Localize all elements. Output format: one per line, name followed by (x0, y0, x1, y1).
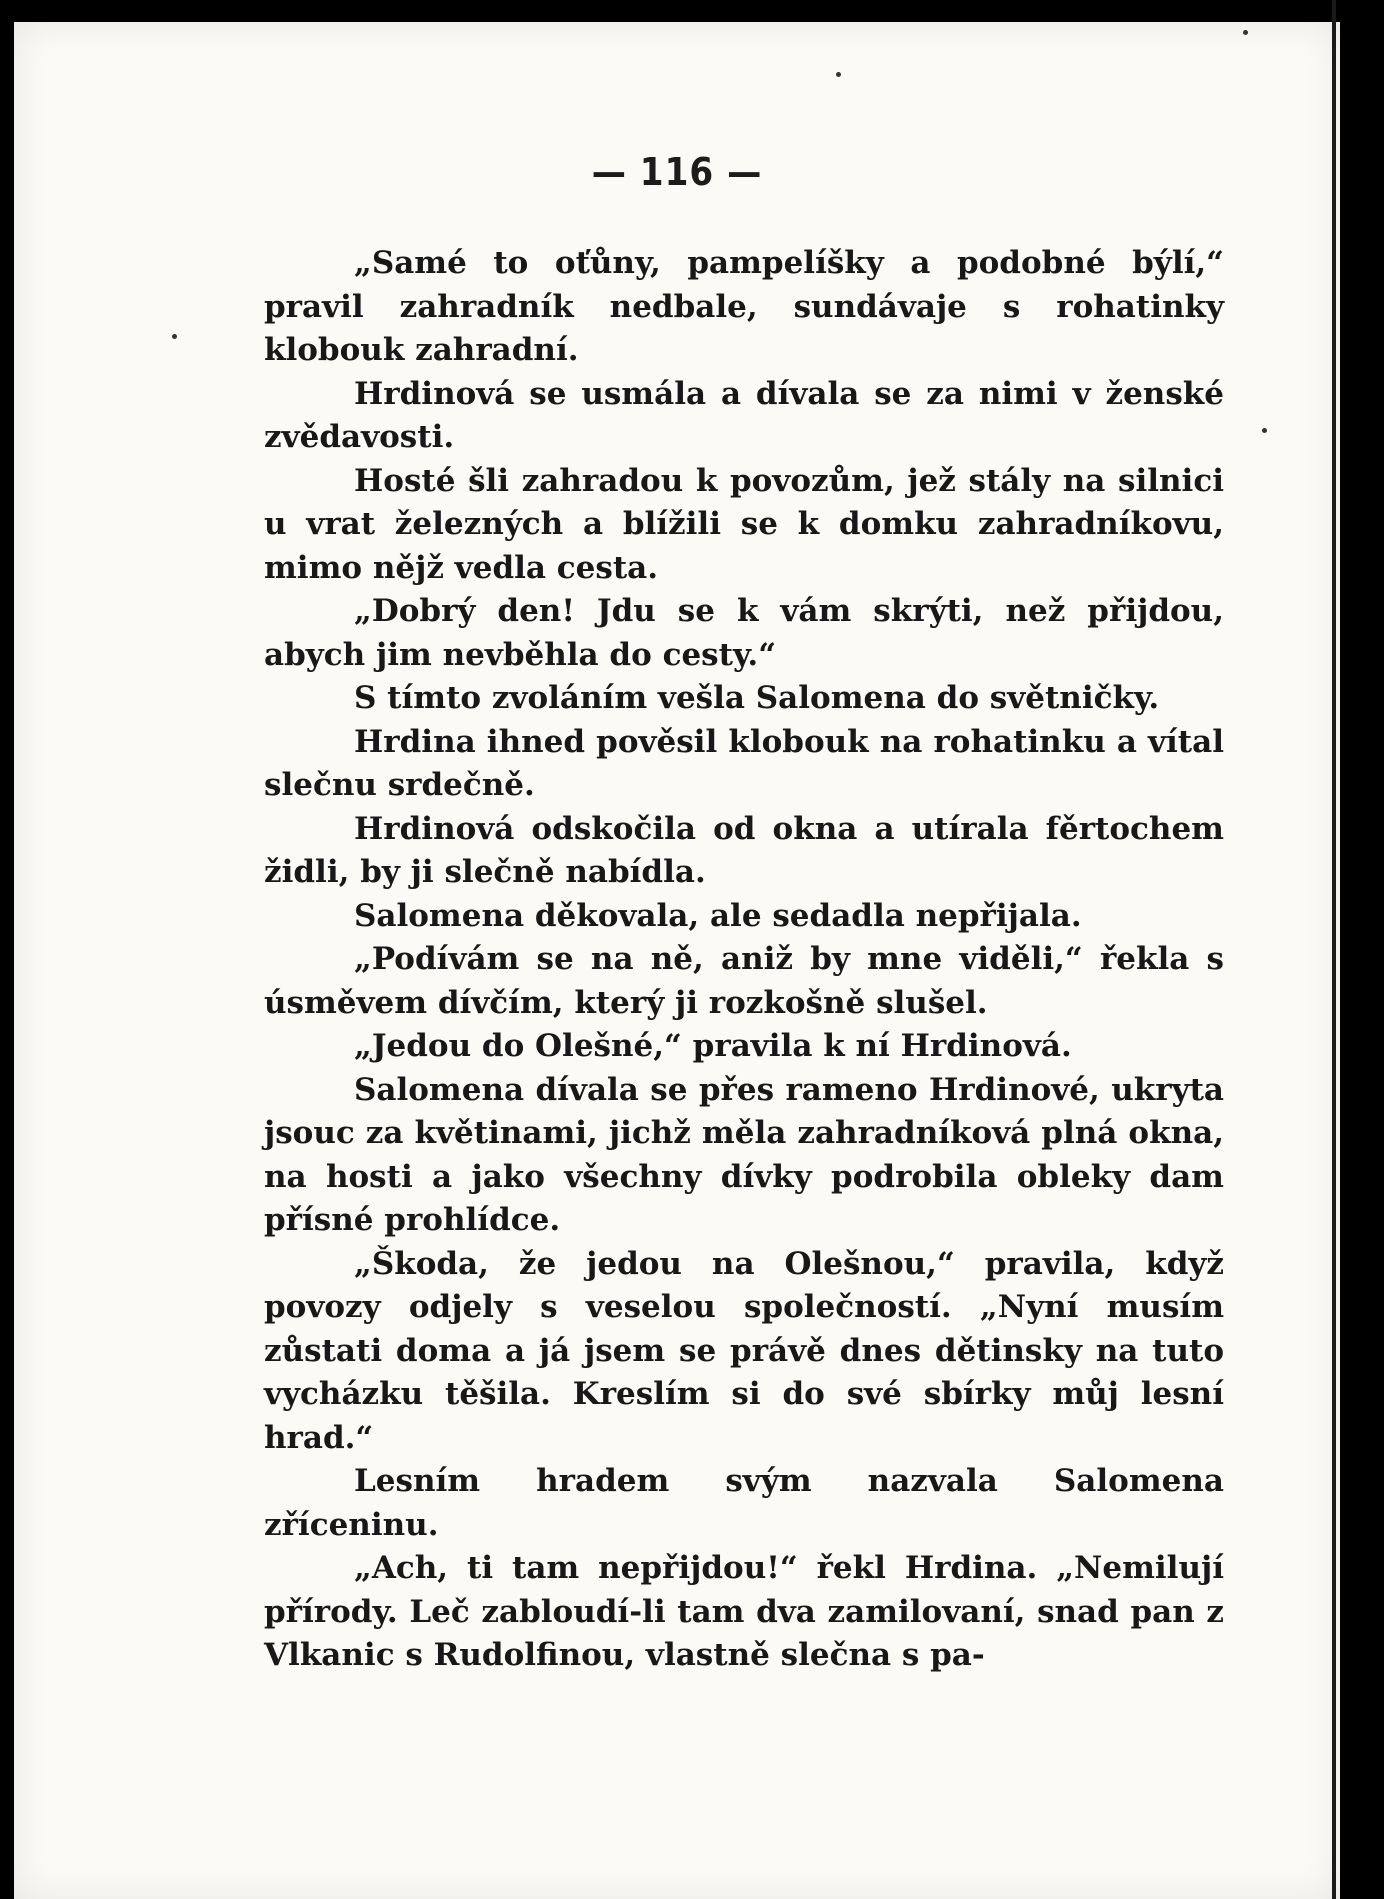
paragraph: Salomena děkovala, ale sedadla nepřijala. (354, 897, 1082, 934)
paragraph: Salomena dívala se přes rameno Hrdinové, ukryta jsouc za květinami, jichž měla zahradníková plná okna, na hosti a jako všechny dívky podrobila obleky dam přísné prohlídce. (264, 1071, 1224, 1238)
paragraph: Hrdinová se usmála a dívala se za nimi v ženské zvědavosti. (264, 375, 1224, 455)
scan-speck (1243, 30, 1248, 35)
page-text (264, 242, 1224, 1678)
scan-speck (836, 72, 841, 77)
paragraph: „Podívám se na ně, aniž by mne viděli,“ řekla s úsměvem dívčím, který ji rozkošně slušel. (264, 941, 1224, 1021)
paragraph: „Dobrý den! Jdu se k vám skrýti, než přijdou, abych jim nevběhla do cesty.“ (264, 593, 1224, 673)
book-page (14, 22, 1340, 1899)
paragraph: Hosté šli zahradou k povozům, jež stály na silnici u vrat železných a blížili se k domku zahradníkovu, mimo nějž vedla cesta. (264, 462, 1224, 586)
scan-edge-rule (1332, 0, 1336, 1899)
paragraph: Hrdina ihned pověsil klobouk na rohatinku a vítal slečnu srdečně. (264, 723, 1224, 803)
paragraph: „Ach, ti tam nepřijdou!“ řekl Hrdina. „Nemilují přírody. Leč zabloudí-li tam dva zamilovaní, snad pan z Vlkanic s Rudolfinou, vlastně slečna s pa- (264, 1550, 1224, 1673)
scan-speck (172, 334, 177, 339)
paragraph: S tímto zvoláním vešla Salomena do světničky. (354, 680, 1160, 716)
page-number: — 116 — (591, 150, 763, 194)
paragraph: „Škoda, že jedou na Olešnou,“ pravila, když povozy odjely s veselou společností. „Nyní musím zůstati doma a já jsem se právě dnes dětinsky na tuto vycházku těšila. Kreslím si do své sbírky můj lesní hrad.“ (264, 1245, 1224, 1456)
paragraph: Lesním hradem svým nazvala Salomena zříceninu. (264, 1463, 1224, 1543)
paragraph: „Samé to oťůny, pampelíšky a podobné býlí,“ pravil zahradník nedbale, sundávaje s rohatinky klobouk zahradní. (264, 245, 1224, 368)
scan-speck (1262, 428, 1267, 433)
paragraph: „Jedou do Olešné,“ pravila k ní Hrdinová. (354, 1028, 1072, 1064)
paragraph: Hrdinová odskočila od okna a utírala fěrtochem židli, by ji slečně nabídla. (264, 810, 1224, 890)
